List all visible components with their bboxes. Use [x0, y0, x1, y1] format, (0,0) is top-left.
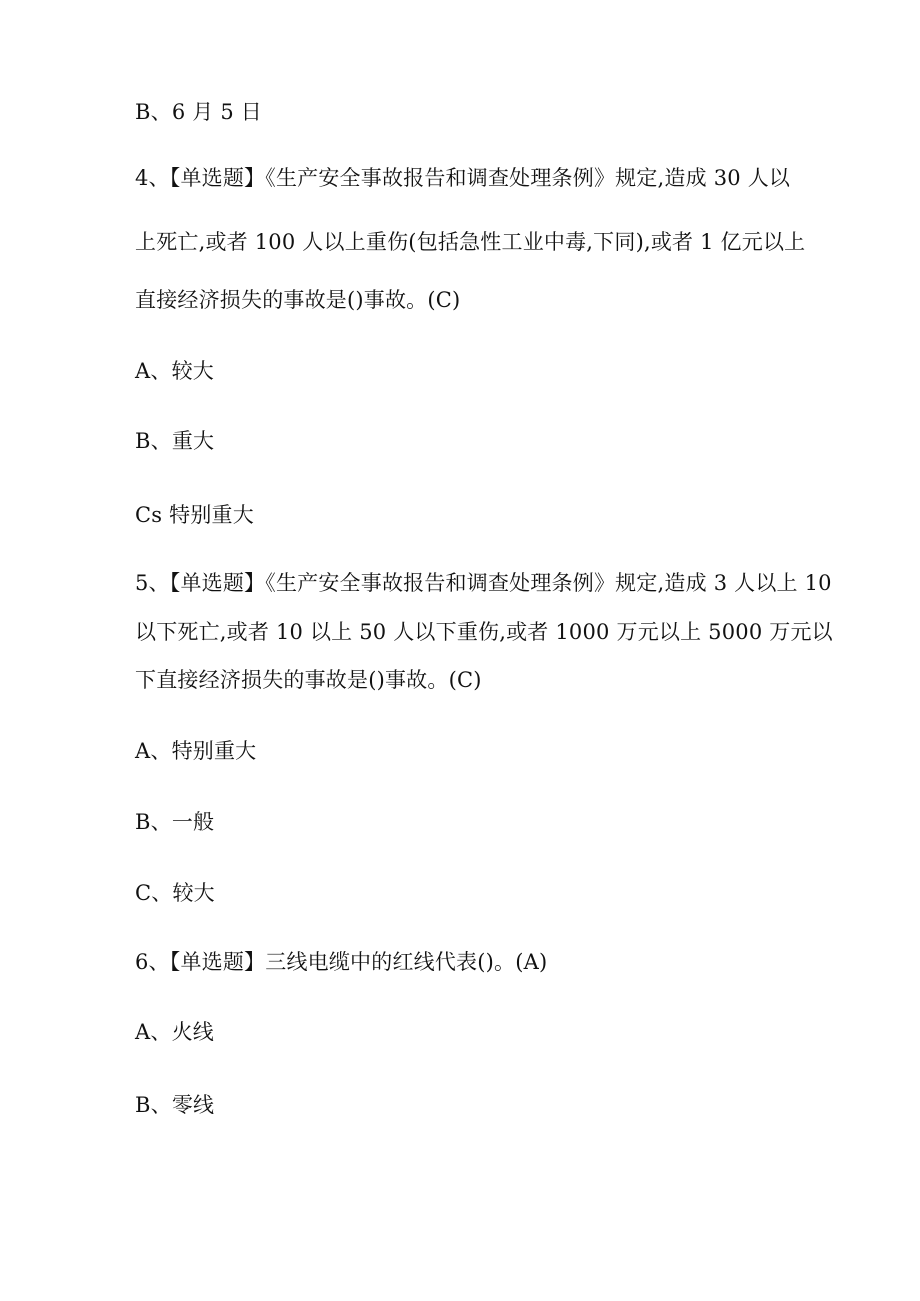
- question-6-option-b: B、零线: [135, 1093, 215, 1117]
- question-5-line-1: 5、【单选题】《生产安全事故报告和调查处理条例》规定,造成 3 人以上 10: [135, 571, 832, 595]
- question-4-option-b: B、重大: [135, 429, 215, 453]
- question-4-option-a: A、较大: [135, 359, 214, 383]
- question-4-option-c: Cs 特别重大: [135, 503, 254, 527]
- question-5-line-2: 以下死亡,或者 10 以上 50 人以下重伤,或者 1000 万元以上 5000 万元以: [135, 620, 833, 644]
- question-5-option-c: C、较大: [135, 881, 215, 905]
- question-5-line-3: 下直接经济损失的事故是()事故。(C): [135, 668, 482, 692]
- question-6-option-a: A、火线: [135, 1020, 214, 1044]
- question-6-line-1: 6、【单选题】三线电缆中的红线代表()。(A): [135, 950, 548, 974]
- question-4-line-1: 4、【单选题】《生产安全事故报告和调查处理条例》规定,造成 30 人以: [135, 166, 791, 190]
- question-4-line-2: 上死亡,或者 100 人以上重伤(包括急性工业中毒,下同),或者 1 亿元以上: [135, 230, 806, 254]
- question-5-option-b: B、一般: [135, 810, 215, 834]
- option-b-date: B、6 月 5 日: [135, 100, 262, 124]
- question-4-line-3: 直接经济损失的事故是()事故。(C): [135, 288, 461, 312]
- question-5-option-a: A、特别重大: [135, 739, 257, 763]
